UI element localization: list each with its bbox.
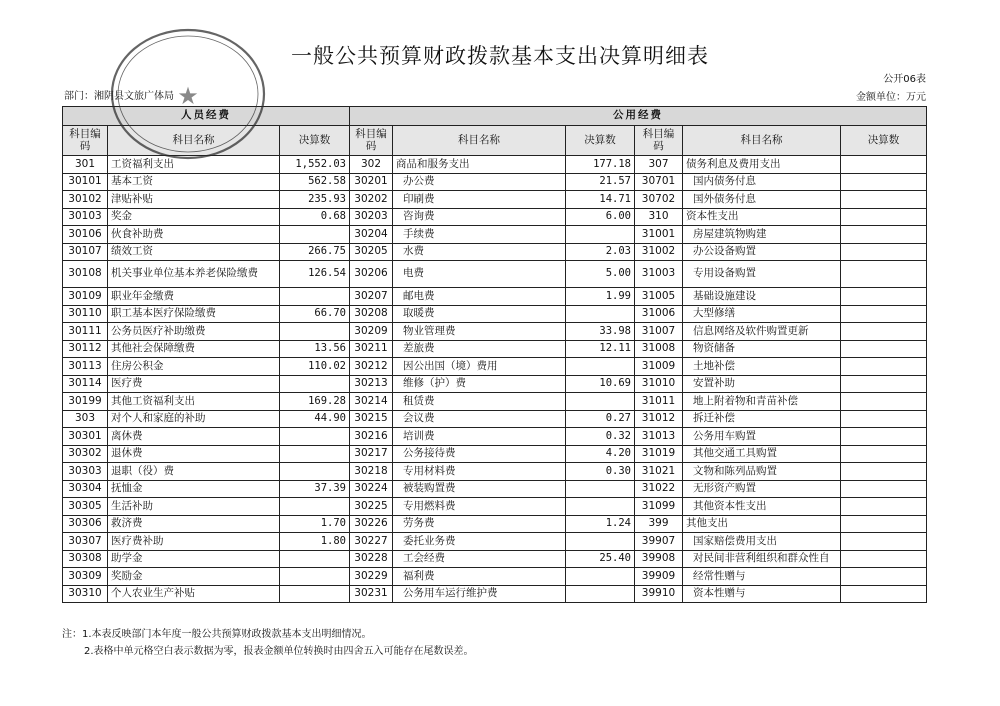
amount-cell <box>841 243 927 261</box>
amount-cell <box>841 173 927 191</box>
personnel-group-header: 人员经费 <box>63 107 350 126</box>
amount-cell <box>841 340 927 358</box>
code-cell: 30102 <box>63 191 108 209</box>
amount-cell: 1,552.03 <box>280 156 350 174</box>
code-cell: 39908 <box>635 550 683 568</box>
table-row <box>63 226 927 244</box>
code-cell: 30228 <box>350 550 393 568</box>
table-row <box>63 191 927 209</box>
table-row <box>63 305 927 323</box>
code-cell: 31022 <box>635 480 683 498</box>
name-cell: 办公设备购置 <box>683 243 841 261</box>
code-cell: 31010 <box>635 375 683 393</box>
code-cell: 30108 <box>63 261 108 288</box>
code-cell: 30225 <box>350 498 393 516</box>
table-row <box>63 498 927 516</box>
amount-cell: 21.57 <box>566 173 635 191</box>
table-row <box>63 445 927 463</box>
name-cell: 其他资本性支出 <box>683 498 841 516</box>
header-code-1: 科目编码 <box>63 126 108 156</box>
amount-cell: 177.18 <box>566 156 635 174</box>
code-cell: 301 <box>63 156 108 174</box>
amount-cell: 1.80 <box>280 533 350 551</box>
code-cell: 30227 <box>350 533 393 551</box>
amount-cell: 0.68 <box>280 208 350 226</box>
code-cell: 31099 <box>635 498 683 516</box>
table-row <box>63 261 927 288</box>
name-cell: 国外债务付息 <box>683 191 841 209</box>
table-row <box>63 340 927 358</box>
name-cell: 委托业务费 <box>393 533 566 551</box>
code-cell: 30101 <box>63 173 108 191</box>
name-cell: 住房公积金 <box>108 358 280 376</box>
name-cell: 公务接待费 <box>393 445 566 463</box>
amount-cell <box>841 208 927 226</box>
name-cell: 被装购置费 <box>393 480 566 498</box>
amount-cell <box>566 480 635 498</box>
expenditure-table <box>62 106 927 603</box>
name-cell: 物资储备 <box>683 340 841 358</box>
amount-cell <box>280 445 350 463</box>
code-cell: 30204 <box>350 226 393 244</box>
code-cell: 31002 <box>635 243 683 261</box>
amount-cell <box>841 323 927 341</box>
name-cell: 工会经费 <box>393 550 566 568</box>
amount-cell: 1.24 <box>566 515 635 533</box>
name-cell: 租赁费 <box>393 393 566 411</box>
code-cell: 30107 <box>63 243 108 261</box>
name-cell: 对个人和家庭的补助 <box>108 410 280 428</box>
name-cell: 退休费 <box>108 445 280 463</box>
amount-cell <box>841 410 927 428</box>
code-cell: 30213 <box>350 375 393 393</box>
name-cell: 个人农业生产补贴 <box>108 585 280 603</box>
table-row <box>63 480 927 498</box>
amount-cell <box>566 393 635 411</box>
code-cell: 30231 <box>350 585 393 603</box>
code-cell: 30199 <box>63 393 108 411</box>
amount-cell: 1.70 <box>280 515 350 533</box>
amount-cell <box>841 358 927 376</box>
table-row <box>63 173 927 191</box>
name-cell: 助学金 <box>108 550 280 568</box>
code-cell: 30215 <box>350 410 393 428</box>
amount-cell: 37.39 <box>280 480 350 498</box>
code-cell: 31008 <box>635 340 683 358</box>
table-row <box>63 156 927 174</box>
amount-cell <box>841 550 927 568</box>
code-cell: 31001 <box>635 226 683 244</box>
column-header-row <box>63 126 927 156</box>
code-cell: 30211 <box>350 340 393 358</box>
table-row <box>63 428 927 446</box>
code-cell: 30226 <box>350 515 393 533</box>
amount-cell <box>280 288 350 306</box>
amount-cell: 25.40 <box>566 550 635 568</box>
amount-cell <box>280 226 350 244</box>
name-cell: 国家赔偿费用支出 <box>683 533 841 551</box>
name-cell: 其他社会保障缴费 <box>108 340 280 358</box>
amount-cell: 562.58 <box>280 173 350 191</box>
amount-cell <box>566 585 635 603</box>
code-cell: 39910 <box>635 585 683 603</box>
amount-cell: 6.00 <box>566 208 635 226</box>
amount-cell <box>841 393 927 411</box>
code-cell: 30206 <box>350 261 393 288</box>
table-row <box>63 463 927 481</box>
amount-cell <box>280 498 350 516</box>
code-cell: 307 <box>635 156 683 174</box>
table-row <box>63 323 927 341</box>
name-cell: 抚恤金 <box>108 480 280 498</box>
amount-cell: 13.56 <box>280 340 350 358</box>
amount-cell <box>841 463 927 481</box>
amount-cell <box>566 305 635 323</box>
amount-cell <box>280 463 350 481</box>
amount-cell: 110.02 <box>280 358 350 376</box>
amount-cell <box>280 585 350 603</box>
name-cell: 基本工资 <box>108 173 280 191</box>
header-name-1: 科目名称 <box>108 126 280 156</box>
amount-cell <box>280 323 350 341</box>
amount-cell <box>566 533 635 551</box>
name-cell: 专用燃料费 <box>393 498 566 516</box>
amount-cell: 2.03 <box>566 243 635 261</box>
name-cell: 奖金 <box>108 208 280 226</box>
code-cell: 30209 <box>350 323 393 341</box>
amount-cell <box>841 498 927 516</box>
table-row <box>63 208 927 226</box>
name-cell: 国内债务付息 <box>683 173 841 191</box>
code-cell: 30202 <box>350 191 393 209</box>
header-amount-1: 决算数 <box>280 126 350 156</box>
code-cell: 30301 <box>63 428 108 446</box>
code-cell: 310 <box>635 208 683 226</box>
table-body <box>63 156 927 603</box>
name-cell: 资本性赠与 <box>683 585 841 603</box>
amount-cell: 33.98 <box>566 323 635 341</box>
form-code: 公开06表 <box>883 74 926 85</box>
code-cell: 31012 <box>635 410 683 428</box>
code-cell: 30303 <box>63 463 108 481</box>
name-cell: 水费 <box>393 243 566 261</box>
code-cell: 30216 <box>350 428 393 446</box>
name-cell: 其他支出 <box>683 515 841 533</box>
name-cell: 资本性支出 <box>683 208 841 226</box>
name-cell: 职工基本医疗保险缴费 <box>108 305 280 323</box>
svg-text:★: ★ <box>177 82 199 110</box>
code-cell: 30207 <box>350 288 393 306</box>
code-cell: 31007 <box>635 323 683 341</box>
name-cell: 大型修缮 <box>683 305 841 323</box>
amount-cell <box>841 568 927 586</box>
table-row <box>63 550 927 568</box>
code-cell: 30302 <box>63 445 108 463</box>
name-cell: 公务用车运行维护费 <box>393 585 566 603</box>
code-cell: 30702 <box>635 191 683 209</box>
header-code-3: 科目编码 <box>635 126 683 156</box>
name-cell: 因公出国（境）费用 <box>393 358 566 376</box>
amount-cell <box>280 550 350 568</box>
header-amount-2: 决算数 <box>566 126 635 156</box>
amount-cell <box>841 428 927 446</box>
name-cell: 奖励金 <box>108 568 280 586</box>
public-group-header: 公用经费 <box>350 107 927 126</box>
name-cell: 基础设施建设 <box>683 288 841 306</box>
name-cell: 维修（护）费 <box>393 375 566 393</box>
code-cell: 30106 <box>63 226 108 244</box>
amount-cell: 12.11 <box>566 340 635 358</box>
code-cell: 30304 <box>63 480 108 498</box>
table-row <box>63 533 927 551</box>
code-cell: 39909 <box>635 568 683 586</box>
amount-cell: 266.75 <box>280 243 350 261</box>
amount-cell: 235.93 <box>280 191 350 209</box>
table-row <box>63 568 927 586</box>
code-cell: 30308 <box>63 550 108 568</box>
code-cell: 31019 <box>635 445 683 463</box>
code-cell: 30112 <box>63 340 108 358</box>
code-cell: 30701 <box>635 173 683 191</box>
table-notes <box>62 626 474 660</box>
amount-cell <box>841 515 927 533</box>
name-cell: 医疗费补助 <box>108 533 280 551</box>
code-cell: 31013 <box>635 428 683 446</box>
code-cell: 30307 <box>63 533 108 551</box>
page-title: 一般公共预算财政拨款基本支出决算明细表 <box>291 44 709 68</box>
table-row <box>63 410 927 428</box>
code-cell: 31003 <box>635 261 683 288</box>
amount-cell: 4.20 <box>566 445 635 463</box>
name-cell: 津贴补贴 <box>108 191 280 209</box>
amount-cell <box>841 585 927 603</box>
table-row <box>63 515 927 533</box>
code-cell: 31005 <box>635 288 683 306</box>
amount-cell <box>841 533 927 551</box>
code-cell: 30306 <box>63 515 108 533</box>
code-cell: 30103 <box>63 208 108 226</box>
name-cell: 离休费 <box>108 428 280 446</box>
amount-cell <box>566 498 635 516</box>
amount-cell: 169.28 <box>280 393 350 411</box>
name-cell: 差旅费 <box>393 340 566 358</box>
code-cell: 30114 <box>63 375 108 393</box>
note-1: 注：1.本表反映部门本年度一般公共预算财政拨款基本支出明细情况。 <box>62 629 372 640</box>
name-cell: 文物和陈列品购置 <box>683 463 841 481</box>
code-cell: 30305 <box>63 498 108 516</box>
amount-cell <box>841 156 927 174</box>
name-cell: 退职（役）费 <box>108 463 280 481</box>
header-code-2: 科目编码 <box>350 126 393 156</box>
name-cell: 工资福利支出 <box>108 156 280 174</box>
amount-cell <box>841 261 927 288</box>
amount-cell <box>841 445 927 463</box>
name-cell: 医疗费 <box>108 375 280 393</box>
unit-label: 金额单位：万元 <box>856 92 926 103</box>
name-cell: 生活补助 <box>108 498 280 516</box>
code-cell: 399 <box>635 515 683 533</box>
table-row <box>63 585 927 603</box>
name-cell: 办公费 <box>393 173 566 191</box>
amount-cell <box>841 288 927 306</box>
name-cell: 无形资产购置 <box>683 480 841 498</box>
amount-cell: 5.00 <box>566 261 635 288</box>
header-amount-3: 决算数 <box>841 126 927 156</box>
code-cell: 39907 <box>635 533 683 551</box>
name-cell: 会议费 <box>393 410 566 428</box>
name-cell: 咨询费 <box>393 208 566 226</box>
code-cell: 31009 <box>635 358 683 376</box>
name-cell: 福利费 <box>393 568 566 586</box>
table-row <box>63 393 927 411</box>
code-cell: 30212 <box>350 358 393 376</box>
amount-cell: 0.32 <box>566 428 635 446</box>
code-cell: 30218 <box>350 463 393 481</box>
name-cell: 专用材料费 <box>393 463 566 481</box>
amount-cell: 0.30 <box>566 463 635 481</box>
code-cell: 30229 <box>350 568 393 586</box>
code-cell: 30111 <box>63 323 108 341</box>
code-cell: 30109 <box>63 288 108 306</box>
code-cell: 302 <box>350 156 393 174</box>
code-cell: 30205 <box>350 243 393 261</box>
amount-cell: 1.99 <box>566 288 635 306</box>
code-cell: 30310 <box>63 585 108 603</box>
code-cell: 30201 <box>350 173 393 191</box>
name-cell: 公务用车购置 <box>683 428 841 446</box>
amount-cell <box>280 375 350 393</box>
amount-cell <box>280 568 350 586</box>
name-cell: 安置补助 <box>683 375 841 393</box>
amount-cell: 44.90 <box>280 410 350 428</box>
amount-cell <box>841 191 927 209</box>
code-cell: 30217 <box>350 445 393 463</box>
header-name-2: 科目名称 <box>393 126 566 156</box>
name-cell: 劳务费 <box>393 515 566 533</box>
code-cell: 30224 <box>350 480 393 498</box>
name-cell: 救济费 <box>108 515 280 533</box>
amount-cell <box>566 358 635 376</box>
name-cell: 其他交通工具购置 <box>683 445 841 463</box>
table-row <box>63 243 927 261</box>
amount-cell: 14.71 <box>566 191 635 209</box>
code-cell: 30203 <box>350 208 393 226</box>
code-cell: 30214 <box>350 393 393 411</box>
code-cell: 30208 <box>350 305 393 323</box>
name-cell: 信息网络及软件购置更新 <box>683 323 841 341</box>
amount-cell: 66.70 <box>280 305 350 323</box>
code-cell: 31006 <box>635 305 683 323</box>
name-cell: 伙食补助费 <box>108 226 280 244</box>
name-cell: 物业管理费 <box>393 323 566 341</box>
amount-cell <box>841 226 927 244</box>
code-cell: 30110 <box>63 305 108 323</box>
amount-cell <box>280 428 350 446</box>
name-cell: 债务利息及费用支出 <box>683 156 841 174</box>
name-cell: 地上附着物和青苗补偿 <box>683 393 841 411</box>
header-name-3: 科目名称 <box>683 126 841 156</box>
amount-cell <box>841 375 927 393</box>
name-cell: 土地补偿 <box>683 358 841 376</box>
name-cell: 专用设备购置 <box>683 261 841 288</box>
code-cell: 31021 <box>635 463 683 481</box>
name-cell: 公务员医疗补助缴费 <box>108 323 280 341</box>
name-cell: 房屋建筑物购建 <box>683 226 841 244</box>
note-2: 2.表格中单元格空白表示数据为零，报表金额单位转换时由四舍五入可能存在尾数误差。 <box>84 646 474 657</box>
amount-cell <box>566 226 635 244</box>
code-cell: 303 <box>63 410 108 428</box>
name-cell: 商品和服务支出 <box>393 156 566 174</box>
name-cell: 其他工资福利支出 <box>108 393 280 411</box>
amount-cell <box>841 305 927 323</box>
department-label: 部门：湘阴县文旅广体局 <box>64 91 174 102</box>
name-cell: 电费 <box>393 261 566 288</box>
name-cell: 对民间非营利组织和群众性自 <box>683 550 841 568</box>
code-cell: 31011 <box>635 393 683 411</box>
name-cell: 培训费 <box>393 428 566 446</box>
amount-cell <box>566 568 635 586</box>
table-row <box>63 375 927 393</box>
table-row <box>63 358 927 376</box>
amount-cell <box>841 480 927 498</box>
amount-cell: 126.54 <box>280 261 350 288</box>
amount-cell: 10.69 <box>566 375 635 393</box>
group-header-row <box>63 107 927 126</box>
name-cell: 拆迁补偿 <box>683 410 841 428</box>
name-cell: 机关事业单位基本养老保险缴费 <box>108 261 280 288</box>
name-cell: 经常性赠与 <box>683 568 841 586</box>
name-cell: 绩效工资 <box>108 243 280 261</box>
amount-cell: 0.27 <box>566 410 635 428</box>
name-cell: 印刷费 <box>393 191 566 209</box>
name-cell: 取暖费 <box>393 305 566 323</box>
code-cell: 30113 <box>63 358 108 376</box>
table-row <box>63 288 927 306</box>
name-cell: 手续费 <box>393 226 566 244</box>
name-cell: 邮电费 <box>393 288 566 306</box>
name-cell: 职业年金缴费 <box>108 288 280 306</box>
code-cell: 30309 <box>63 568 108 586</box>
